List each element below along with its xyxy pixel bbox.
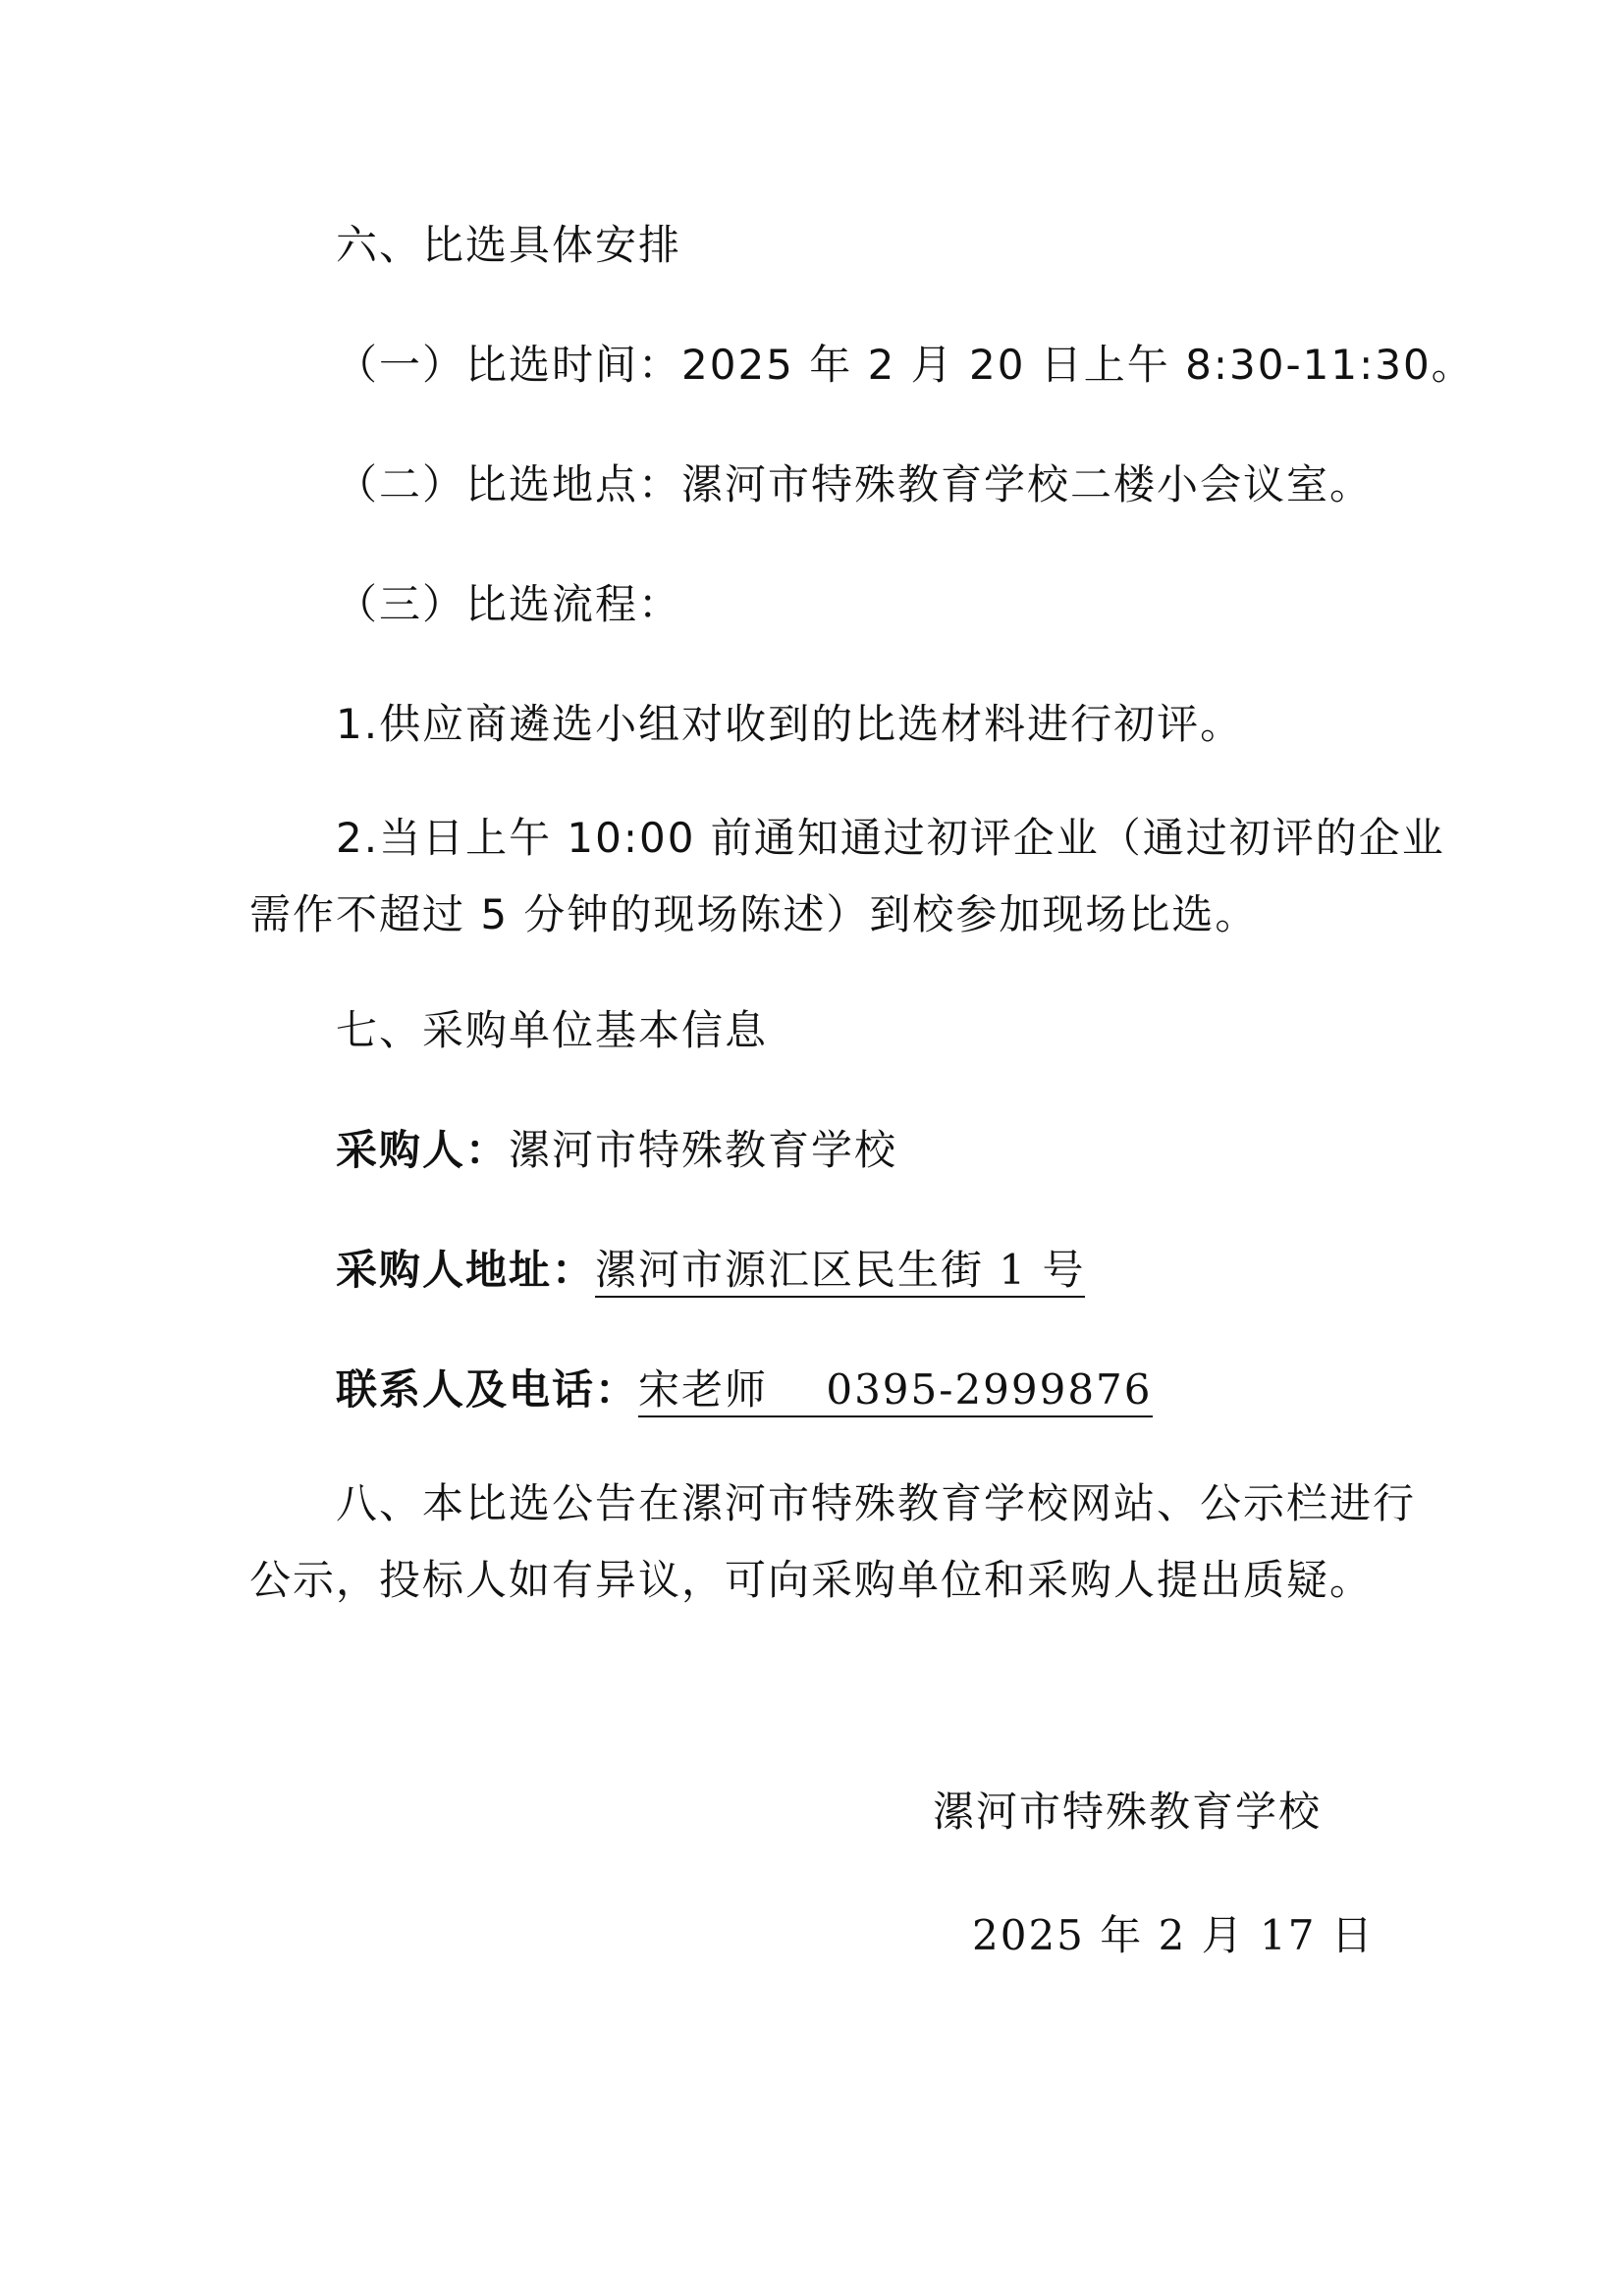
process-step-2-line-2: 需作不超过 5 分钟的现场陈述）到校参加现场比选。 — [249, 890, 1259, 938]
contact-value: 宋老师 0395-2999876 — [638, 1365, 1152, 1417]
purchaser-row — [336, 1123, 897, 1178]
signature-organization: 漯河市特殊教育学校 — [933, 1788, 1323, 1836]
section7-heading: 七、采购单位基本信息 — [336, 1006, 769, 1054]
address-row — [336, 1243, 1085, 1298]
purchaser-label: 采购人： — [336, 1126, 510, 1174]
section8-line-2: 公示，投标人如有异议，可向采购单位和采购人提出质疑。 — [249, 1556, 1374, 1604]
section6-time: （一）比选时间：2025 年 2 月 20 日上午 8:30-11:30。 — [336, 341, 1475, 389]
process-step-1: 1.供应商遴选小组对收到的比选材料进行初评。 — [336, 700, 1244, 748]
contact-row — [336, 1362, 1153, 1417]
process-step-2-line-1: 2.当日上午 10:00 前通知通过初评企业（通过初评的企业 — [336, 814, 1445, 862]
address-value: 漯河市源汇区民生街 1 号 — [595, 1246, 1085, 1298]
contact-label: 联系人及电话： — [336, 1365, 639, 1414]
section6-heading: 六、比选具体安排 — [336, 221, 682, 269]
section8-line-1: 八、本比选公告在漯河市特殊教育学校网站、公示栏进行 — [336, 1479, 1417, 1527]
purchaser-value: 漯河市特殊教育学校 — [509, 1126, 898, 1174]
section6-place: （二）比选地点：漯河市特殊教育学校二楼小会议室。 — [336, 460, 1374, 508]
signature-date: 2025 年 2 月 17 日 — [972, 1911, 1375, 1959]
address-label: 采购人地址： — [336, 1246, 596, 1294]
section6-process-heading: （三）比选流程： — [336, 580, 682, 628]
